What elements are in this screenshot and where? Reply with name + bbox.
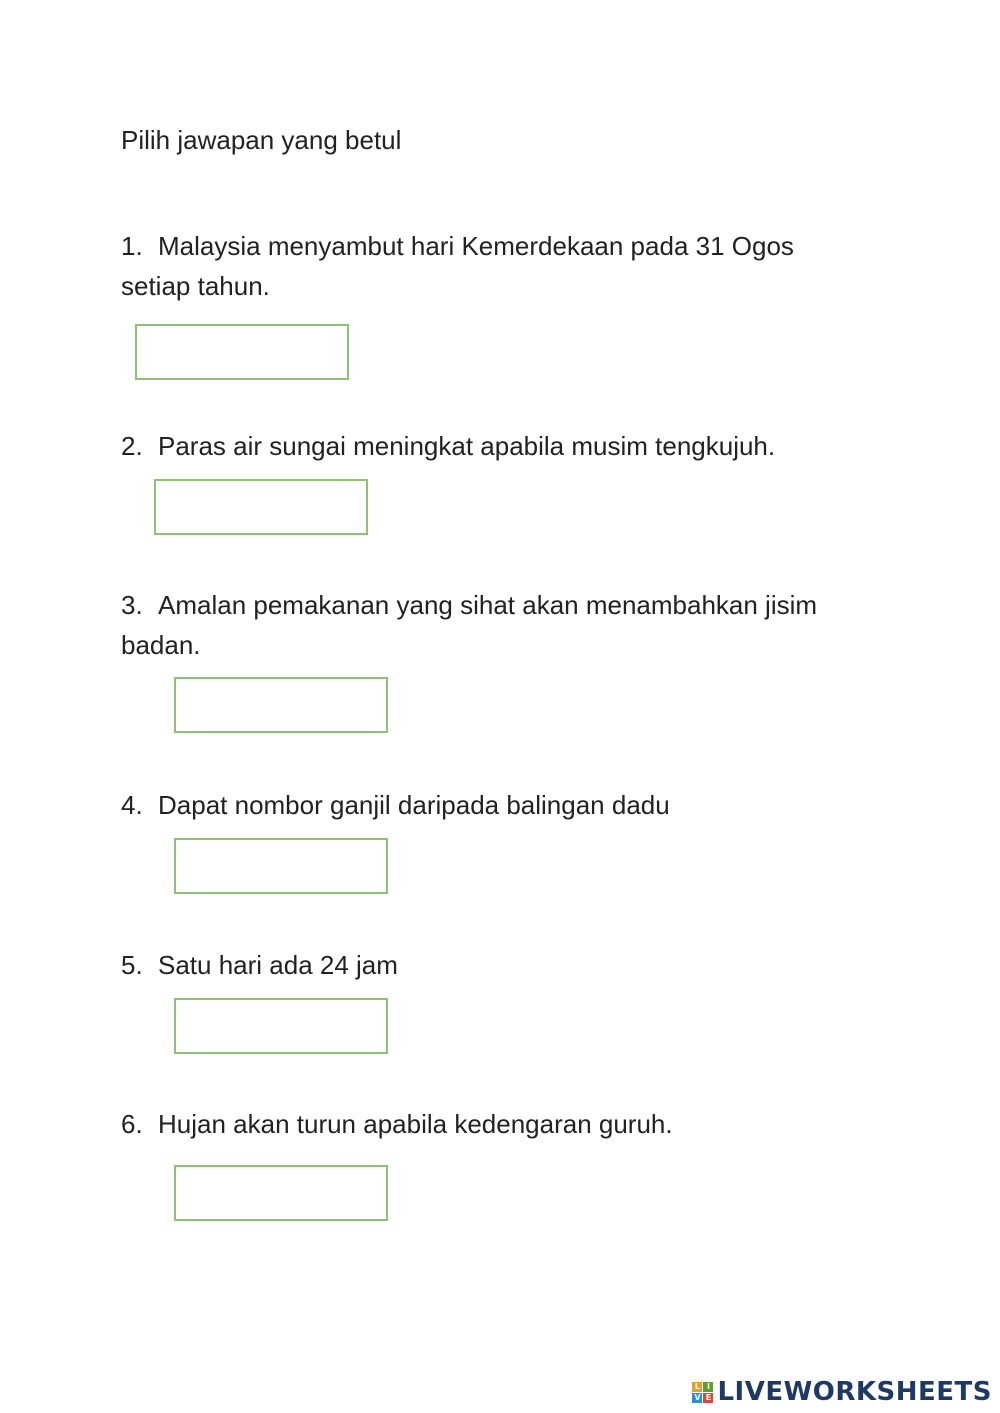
logo-letter: E <box>703 1393 713 1403</box>
watermark-text: LIVEWORKSHEETS <box>717 1377 992 1407</box>
question-3 <box>121 585 817 625</box>
answer-box-4[interactable] <box>174 838 388 894</box>
question-number: 6. <box>121 1109 143 1139</box>
question-text: Malaysia menyambut hari Kemerdekaan pada 31 Ogos <box>158 231 794 261</box>
question-5 <box>121 945 398 985</box>
question-4 <box>121 785 670 825</box>
logo-letter: V <box>694 1392 701 1402</box>
question-text: Paras air sungai meningkat apabila musim tengkujuh. <box>158 431 776 461</box>
answer-box-5[interactable] <box>174 998 388 1054</box>
question-number: 4. <box>121 790 143 820</box>
liveworksheets-watermark <box>692 1377 992 1407</box>
question-text: Hujan akan turun apabila kedengaran guruh. <box>158 1109 673 1139</box>
question-1 <box>121 226 794 266</box>
question-text: Dapat nombor ganjil daripada balingan dadu <box>158 790 670 820</box>
logo-letter: L <box>692 1382 702 1392</box>
question-text: Satu hari ada 24 jam <box>158 950 398 980</box>
question-number: 5. <box>121 950 143 980</box>
answer-box-1[interactable] <box>135 324 349 380</box>
question-2 <box>121 426 775 466</box>
question-1-continuation: setiap tahun. <box>121 271 270 301</box>
logo-letter: I <box>703 1382 713 1392</box>
question-number: 1. <box>121 231 143 261</box>
answer-box-3[interactable] <box>174 677 388 733</box>
instruction-text: Pilih jawapan yang betul <box>121 125 402 155</box>
answer-box-2[interactable] <box>154 479 368 535</box>
question-3-continuation: badan. <box>121 630 201 660</box>
liveworksheets-logo-icon <box>692 1382 713 1403</box>
question-text: Amalan pemakanan yang sihat akan menambahkan jisim <box>158 590 818 620</box>
question-6 <box>121 1104 673 1144</box>
question-number: 2. <box>121 431 143 461</box>
question-number: 3. <box>121 590 143 620</box>
answer-box-6[interactable] <box>174 1165 388 1221</box>
